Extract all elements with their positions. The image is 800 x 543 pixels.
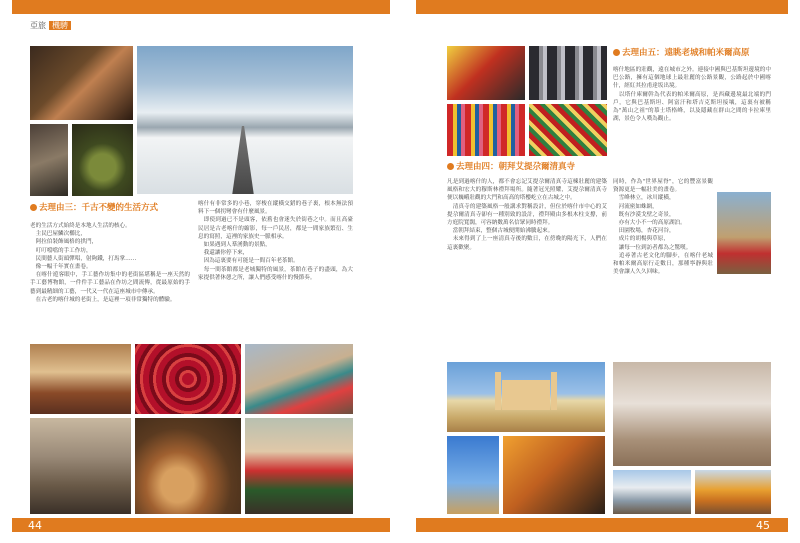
photo-snowy-mountain-road — [137, 46, 353, 194]
photo-craftsman-workshop — [30, 46, 133, 120]
photo-white-doves — [613, 362, 771, 466]
heading-bullet-icon — [447, 163, 454, 170]
section-4-column-2: 同時，作為"世界屋脊"，它的豐富景觀資源更是一幅壯美的畫卷。 雪峰林立，冰川縱橫， 河流密如蛛網， 既有沙漠戈壁之奇景， 亦有大小不一的高原湖泊。 田園牧場，杏花河谷， 成片的胡楊與草原， 讓每一位到訪者都為之驚嘆。 追尋著古老文化的腳步，在喀什老城和帕米爾高原行走數日，那種寧靜與壯美會讓人久久回味。 — [613, 179, 713, 276]
bottom-accent-bar-left — [12, 518, 390, 532]
photo-old-street — [30, 418, 131, 514]
section-5-body: 喀什地區的壯觀，遠在城市之外。連接中國與巴基斯坦邊境的中巴公路，擁有這個地球上最壯麗的公路景觀，公路起於中國喀什，經紅其拉甫達坂出境。 以塔什庫爾幹為代表的帕米爾高原，是西藏邊境最北端的門戶，它與巴基斯坦、阿富汗和塔吉克斯坦接壤，這裏有被稱為"萬山之祖"的慕士塔格峰，以及隱藏在群山之間的卡拉庫里湖，景色令人嘆為觀止。 — [613, 67, 771, 123]
heading-bullet-icon — [613, 49, 620, 56]
photo-elder-man — [30, 124, 68, 196]
section-3-title: 去理由三：千古不變的生活方式 — [39, 203, 159, 213]
section-3-heading — [30, 201, 158, 213]
section-4-heading — [447, 160, 575, 172]
photo-id-kah-mosque — [447, 362, 605, 432]
photo-silk-scarves — [447, 104, 525, 156]
photo-child-with-scarf — [245, 344, 353, 414]
photo-autumn-trees — [695, 470, 771, 514]
photo-landscape-figure — [717, 192, 771, 274]
section-4-title: 去理由四：朝拜艾提尕爾清真寺 — [456, 162, 576, 172]
photo-carpet-market — [30, 344, 131, 414]
photo-worshippers — [503, 436, 605, 514]
photo-smiling-boy — [245, 418, 353, 514]
section-3-column-1: 老的生活方式始終是本地人生活的核心。 主民巴屋鱗次櫛比， 阿拉伯裝飾風格的拱門， 叮叮噹噹的手工作坊， 民間藝人街頭彈唱，射夠鐵，打馬掌…… 像一幅千年實在畫卷。 在喀什遊客眼中，手工藝作坊集中的老街區堪稱是一座天然的手工藝博物館，一件件手工藝品在作坊之間流傳，從最原始的手藝到最精細的工藝，一代又一代在這座城市中傳承。 在古老的喀什城的老街上，是這裡一項非常獨特的體驗。 — [30, 223, 190, 303]
heading-bullet-icon — [30, 204, 37, 211]
photo-minaret — [447, 436, 499, 514]
photo-dancer-red — [447, 46, 525, 100]
page-number-right: 45 — [756, 519, 770, 532]
photo-patterned-textiles — [529, 104, 607, 156]
section-4-column-1: 凡是到過喀什的人，都不會忘記艾提尕爾清真寺這棟壯麗的建築風格和宏大的穆斯林禮拜場所。隨著冠光照耀，艾提尕爾清真寺便以巍峨壯觀的大門和高高的塔樓屹立在古城之中。 清真寺的建築風格一般講求對稱設計，但位於喀什市中心的艾提尕爾清真寺卻有一種別致的設計，禮拜殿由多根木柱支撐，前方庭院寬闊，可容納數萬名信眾同時禮拜。 當朝拜結束，整個古城便開始沸騰起來。 未來得到了上一座清真寺後的數日，在傍晚的陽光下，人們在這裏歡聚。 — [447, 179, 607, 251]
running-header — [30, 20, 71, 31]
photo-naan-bread — [135, 418, 241, 514]
top-accent-bar-left — [12, 0, 390, 14]
photo-bread-baking — [72, 124, 133, 196]
header-tag: 機騁 — [49, 21, 71, 30]
header-section: 亞旅 — [30, 21, 46, 30]
top-accent-bar-right — [416, 0, 788, 14]
section-5-title: 去理由五：遠眺老城和帕米爾高原 — [622, 48, 750, 58]
photo-valley-river — [613, 470, 691, 514]
section-5-heading — [613, 46, 750, 58]
page-number-left: 44 — [28, 519, 42, 532]
photo-embroidered-caps — [529, 46, 607, 100]
bottom-accent-bar-right — [416, 518, 788, 532]
section-3-column-2: 喀什有非常多的小巷，穿梭在縱橫交錯的巷子裏，根本無法預料下一個拐彎會有什麼風景。 即使到過已不是頭客，依舊也會迷失於街巷之中。而且高臺民居是古老喀什的縮影，每一戶民居，都是一間家族繁衍、生息的寫照，這裡的家族史一脈相承。 如果遇到人羣湧動的景點， 我還讓你停下來， 因為這裏要有可能是一間百年老茶館。 每一間茶館都是老城獨特的風景，茶館在巷子的盡頭，為大家提供著休憩之所，讓人們感受喀什的慢節奏。 — [198, 201, 353, 281]
photo-embroidered-fabric — [135, 344, 241, 414]
